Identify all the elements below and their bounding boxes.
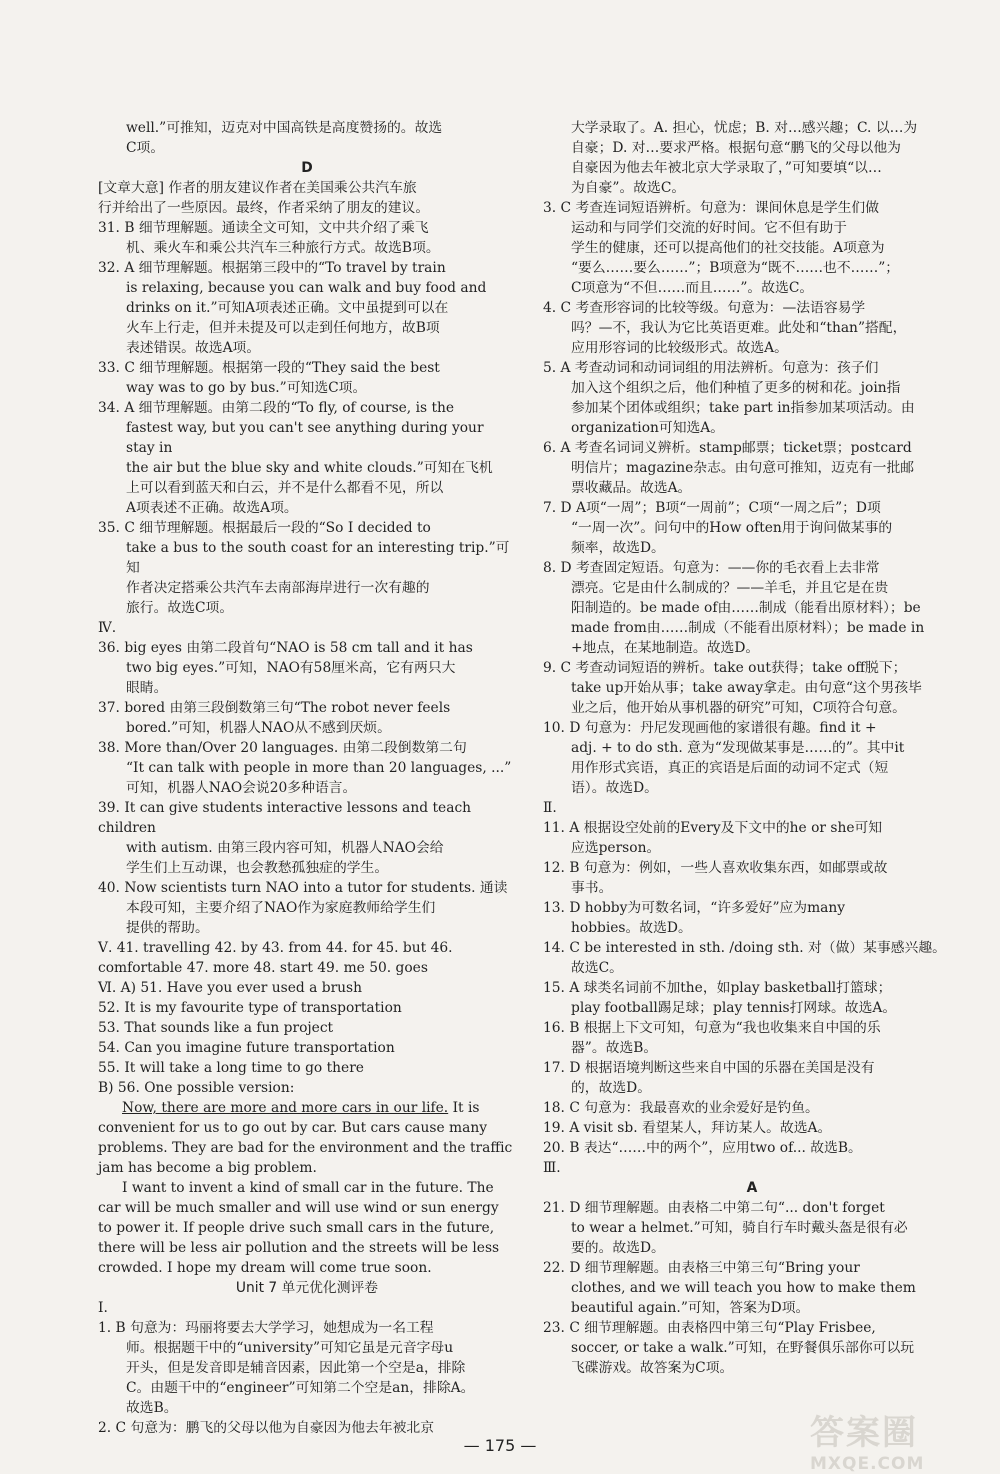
- right-line: 5. A 考查动词和动词词组的用法辨析。句意为：孩子们: [543, 360, 879, 376]
- left-line: 机、乘火车和乘公共汽车三种旅行方式。故选B项。: [126, 240, 440, 256]
- left-line: 55. It will take a long time to go there: [98, 1060, 364, 1076]
- right-line: 16. B 根据上下文可知，句意为“我也收集来自中国的乐: [543, 1020, 881, 1036]
- right-line: 应选person。: [571, 840, 661, 856]
- right-line: 阳制造的。be made of由……制成（能看出原材料）；be: [571, 600, 921, 616]
- right-line: 的，故选D。: [571, 1080, 652, 1096]
- right-line: 4. C 考查形容词的比较等级。句意为：—法语容易学: [543, 300, 866, 316]
- right-line: 11. A 根据设空处前的Every及下文中的he or she可知: [543, 820, 883, 836]
- right-line: Ⅱ.: [543, 800, 557, 816]
- left-line: C项。: [126, 140, 165, 156]
- left-line: 52. It is my favourite type of transportation: [98, 1000, 402, 1016]
- left-line: A项表述不正确。故选A项。: [126, 500, 298, 516]
- right-line: 23. C 细节理解题。由表格四中第三句“Play Frisbee,: [543, 1320, 876, 1336]
- right-line: 自豪因为他去年被北京大学录取了，”可知要填“以…: [571, 160, 882, 176]
- right-line: 故选C。: [571, 960, 623, 976]
- right-line: take up开始从事；take away拿走。由句意“这个男孩毕: [571, 680, 922, 696]
- right-line: 10. D 句意为：丹尼发现画他的家谱很有趣。find it +: [543, 720, 877, 736]
- right-line: 票收藏品。故选A。: [571, 480, 692, 496]
- left-line: 54. Can you imagine future transportation: [98, 1040, 395, 1056]
- left-line: 40. Now scientists turn NAO into a tutor for students. 通读: [98, 880, 508, 896]
- right-line: adj. + to do sth. 意为“发现做某事是……的”。其中it: [571, 740, 905, 756]
- right-line: clothes, and we will teach you how to make them: [571, 1280, 916, 1296]
- left-line: two big eyes.”可知，NAO有58厘米高，它有两只大: [126, 660, 456, 676]
- left-line: Ⅴ. 41. travelling 42. by 43. from 44. for 45. but 46.: [98, 940, 453, 956]
- left-line: with autism. 由第三段内容可知，机器人NAO会给: [126, 840, 444, 856]
- left-line: way was to go by bus.”可知选C项。: [126, 380, 367, 396]
- left-line: D: [301, 160, 313, 176]
- left-line: Ⅳ.: [98, 620, 117, 636]
- right-line: to wear a helmet.”可知，骑自行车时戴头盔是很有必: [571, 1220, 908, 1236]
- left-line: 34. A 细节理解题。由第二段的“To fly, of course, is the: [98, 400, 455, 416]
- right-line: 15. A 球类名词前不加the，如play basketball打篮球；: [543, 980, 892, 996]
- left-line: 旅行。故选C项。: [126, 600, 234, 616]
- left-line: is relaxing, because you can walk and buy food and: [126, 280, 487, 296]
- essay-underlined-sentence: Now, there are more and more cars in our life.: [122, 1100, 449, 1116]
- left-tail-line: 故选B。: [126, 1400, 178, 1416]
- left-tail-lines: [98, 1298, 516, 1438]
- right-line: beautiful again.”可知，答案为D项。: [571, 1300, 810, 1316]
- left-line: 表述错误。故选A项。: [126, 340, 261, 356]
- left-line: [文章大意] 作者的朋友建议作者在美国乘公共汽车旅: [98, 180, 417, 196]
- left-line: 38. More than/Over 20 languages. 由第二段倒数第二句: [98, 740, 467, 756]
- watermark-logo: [810, 1405, 990, 1474]
- left-line: 31. B 细节理解题。通读全文可知，文中共介绍了乘飞: [98, 220, 429, 236]
- right-line: 吗？—不，我认为它比英语更难。此处和“than”搭配，: [571, 320, 907, 336]
- right-line: 12. B 句意为：例如，一些人喜欢收集东西，如邮票或故: [543, 860, 888, 876]
- left-line: 提供的帮助。: [126, 920, 209, 936]
- left-line: 学生们上互动课，也会教愁孤独症的学生。: [126, 860, 389, 876]
- right-line: 22. D 细节理解题。由表格三中第三句“Bring your: [543, 1260, 860, 1276]
- page-number: — 175 —: [463, 1436, 537, 1455]
- left-line: 37. bored 由第三段倒数第三句“The robot never feels: [98, 700, 451, 716]
- left-line: comfortable 47. more 48. start 49. me 50. goes: [98, 960, 428, 976]
- right-line: 8. D 考查固定短语。句意为：——你的毛衣看上去非常: [543, 560, 880, 576]
- right-line: +地点，在某地制造。故选D。: [571, 640, 760, 656]
- right-line: 明信片；magazine杂志。由句意可推知，迈克有一批邮: [571, 460, 915, 476]
- left-line: 火车上行走，但并未提及可以走到任何地方，故B项: [126, 320, 440, 336]
- right-line: 自豪；D. 对…要求严格。根据句意“鹏飞的父母以他为: [571, 140, 901, 156]
- right-line: A: [746, 1180, 758, 1196]
- left-lines: [98, 118, 516, 1098]
- right-line: 21. D 细节理解题。由表格二中第二句“... don't forget: [543, 1200, 885, 1216]
- right-line: 3. C 考查连词短语辨析。句意为：课间休息是学生们做: [543, 200, 880, 216]
- left-line: 上可以看到蓝天和白云，并不是什么都看不见，所以: [126, 480, 444, 496]
- right-line: “一周一次”。问句中的How often用于询问做某事的: [571, 520, 893, 536]
- left-line: fastest way, but you can't see anything during your stay in: [126, 420, 484, 456]
- right-line: 20. B 表达“……中的两个”，应用two of... 故选B。: [543, 1140, 862, 1156]
- right-line: 应用形容词的比较级形式。故选A。: [571, 340, 788, 356]
- unit-title: Unit 7 单元优化测评卷: [235, 1280, 379, 1296]
- left-tail-line: Ⅰ.: [98, 1300, 108, 1316]
- right-line: 要的。故选D。: [571, 1240, 665, 1256]
- left-line: 眼睛。: [126, 680, 168, 696]
- left-line: bored.”可知，机器人NAO从不感到厌烦。: [126, 720, 391, 736]
- right-line: 7. D A项“一周”；B项“一周前”；C项“一周之后”；D项: [543, 500, 881, 516]
- right-line: soccer, or take a walk.”可知，在野餐俱乐部你可以玩: [571, 1340, 915, 1356]
- left-line: Ⅵ. A) 51. Have you ever used a brush: [98, 980, 363, 996]
- left-line: “It can talk with people in more than 20 languages, ...”: [126, 760, 512, 776]
- watermark-url: MXQE.COM: [810, 1454, 925, 1474]
- left-line: B) 56. One possible version:: [98, 1080, 295, 1096]
- right-line: 运动和与同学们交流的好时间。它不但有助于: [571, 220, 847, 236]
- left-line: 36. big eyes 由第二段首句“NAO is 58 cm tall and it has: [98, 640, 473, 656]
- left-line: 作者决定搭乘公共汽车去南部海岸进行一次有趣的: [126, 580, 430, 596]
- right-line: 漂亮。它是由什么制成的？——羊毛，并且它是在贵: [571, 580, 889, 596]
- essay-paragraph-1-rest: It is convenient for us to go out by car. But cars cause many problems. They are bad for the environment and the traffic jam has become a big problem.: [98, 1100, 513, 1176]
- left-line: drinks on it.”可知A项表述正确。文中虽提到可以在: [126, 300, 449, 316]
- right-line: 器”。故选B。: [571, 1040, 658, 1056]
- right-line: play football踢足球；play tennis打网球。故选A。: [571, 1000, 897, 1016]
- right-line: “要么……要么……”；B项意为“既不……也不……”；: [571, 260, 900, 276]
- left-line: 本段可知，主要介绍了NAO作为家庭教师给学生们: [126, 900, 436, 916]
- left-line: 33. C 细节理解题。根据第一段的“They said the best: [98, 360, 440, 376]
- left-line: 行并给出了一些原因。最终，作者采纳了朋友的建议。: [98, 200, 430, 216]
- right-line: 频率，故选D。: [571, 540, 665, 556]
- right-line: 为自豪”。故选C。: [571, 180, 686, 196]
- watermark-text: 答案圈: [810, 1413, 918, 1453]
- essay-paragraph-2: I want to invent a kind of small car in the future. The car will be much smaller and will use wind or sun energy to power it. If people drive such small cars in the future, there will be less air pollution and the streets will be less crowded. I hope my dream will come true soon.: [98, 1180, 500, 1276]
- left-column: [98, 118, 516, 1438]
- right-line: 业之后，他开始从事机器的研究”可知，C项符合句意。: [571, 700, 906, 716]
- right-line: made from由……制成（不能看出原材料）；be made in: [571, 620, 925, 636]
- right-line: 事书。: [571, 880, 613, 896]
- right-line: 9. C 考查动词短语的辨析。take out获得；take off脱下；: [543, 660, 907, 676]
- left-tail-line: 1. B 句意为：玛丽将要去大学学习，她想成为一名工程: [98, 1320, 434, 1336]
- left-line: 可知，机器人NAO会说20多种语言。: [126, 780, 357, 796]
- right-line: hobbies。故选D。: [571, 920, 692, 936]
- right-line: 18. C 句意为：我最喜欢的业余爱好是钓鱼。: [543, 1100, 819, 1116]
- left-tail-line: 2. C 句意为：鹏飞的父母以他为自豪因为他去年被北京: [98, 1420, 435, 1436]
- right-line: 13. D hobby为可数名词，“许多爱好”应为many: [543, 900, 846, 916]
- left-line: the air but the blue sky and white clouds.”可知在飞机: [126, 460, 493, 476]
- left-line: 35. C 细节理解题。根据最后一段的“So I decided to: [98, 520, 431, 536]
- right-column: [543, 118, 961, 1378]
- right-line: 19. A visit sb. 看望某人，拜访某人。故选A。: [543, 1120, 832, 1136]
- left-tail-line: C。由题干中的“engineer”可知第二个空是an，排除A。: [126, 1380, 475, 1396]
- essay-paragraph-1: [98, 1098, 516, 1178]
- right-line: 飞碟游戏。故答案为C项。: [571, 1360, 734, 1376]
- right-line: 加入这个组织之后，他们种植了更多的树和花。join指: [571, 380, 901, 396]
- right-line: 参加某个团体或组织；take part in指参加某项活动。由: [571, 400, 915, 416]
- right-line: organization可知选A。: [571, 420, 725, 436]
- left-line: 53. That sounds like a fun project: [98, 1020, 334, 1036]
- left-line: well.”可推知，迈克对中国高铁是高度赞扬的。故选: [126, 120, 443, 136]
- right-line: 用作形式宾语，真正的宾语是后面的动词不定式（短: [571, 760, 889, 776]
- left-line: take a bus to the south coast for an interesting trip.”可知: [126, 540, 510, 576]
- right-line: C项意为“不但……而且……”。故选C。: [571, 280, 814, 296]
- right-line: 大学录取了。A. 担心，忧虑；B. 对…感兴趣；C. 以…为: [571, 120, 918, 136]
- left-line: 39. It can give students interactive lessons and teach children: [98, 800, 472, 836]
- right-line: 14. C be interested in sth. /doing sth. 对（做）某事感兴趣。: [543, 940, 946, 956]
- left-tail-line: 师。根据题干中的“university”可知它虽是元音字母u: [126, 1340, 454, 1356]
- left-tail-line: 开头，但是发音即是辅音因素，因此第一个空是a，排除: [126, 1360, 466, 1376]
- right-line: 语）。故选D。: [571, 780, 658, 796]
- right-line: 17. D 根据语境判断这些来自中国的乐器在美国是没有: [543, 1060, 875, 1076]
- left-line: 32. A 细节理解题。根据第三段中的“To travel by train: [98, 260, 446, 276]
- right-line: Ⅲ.: [543, 1160, 561, 1176]
- right-lines: [543, 118, 961, 1378]
- right-line: 6. A 考查名词词义辨析。stamp邮票；ticket票；postcard: [543, 440, 912, 456]
- right-line: 学生的健康，还可以提高他们的社交技能。A项意为: [571, 240, 885, 256]
